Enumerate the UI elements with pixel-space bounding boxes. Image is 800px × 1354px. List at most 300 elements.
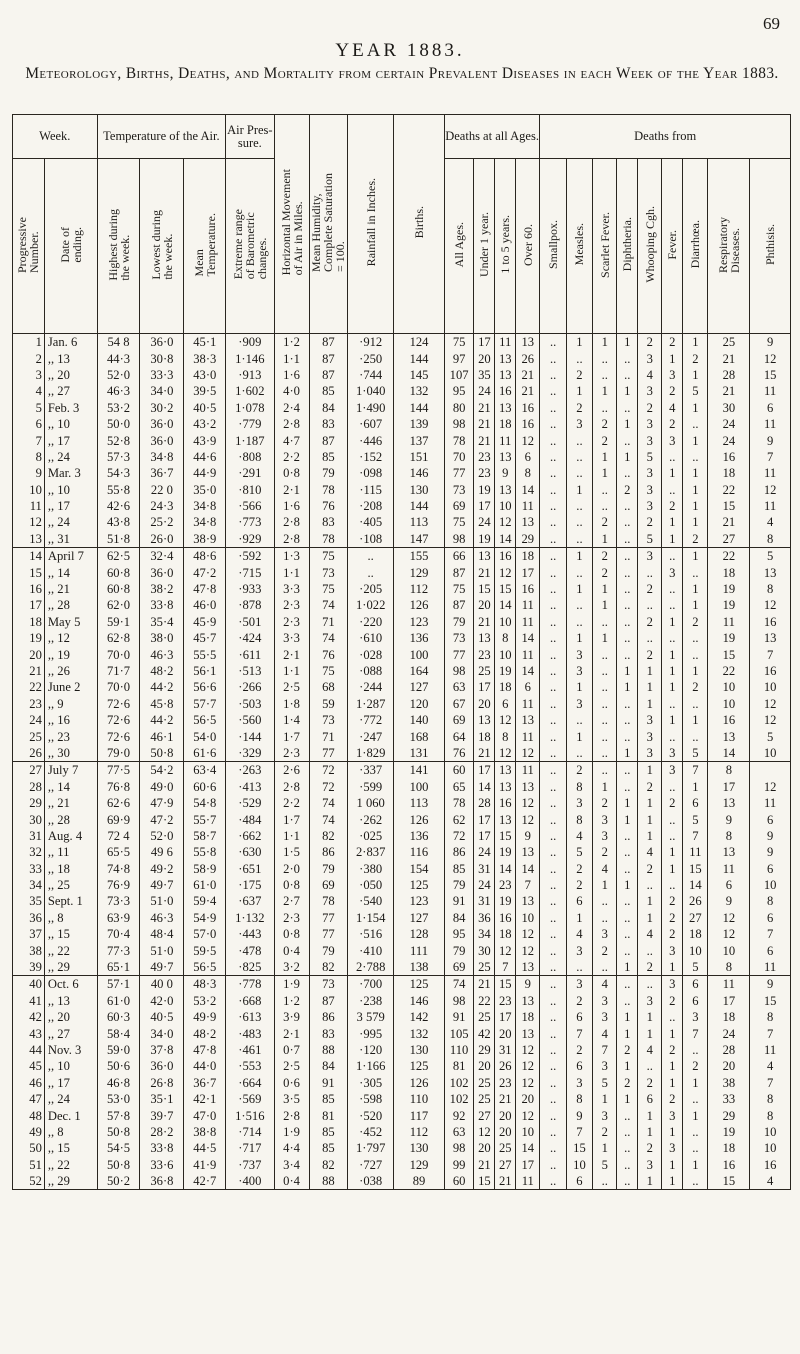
table-cell: 12 [708,926,750,942]
table-cell: 35·4 [140,614,184,630]
table-cell: 57·0 [184,926,226,942]
table-cell: 30 [13,811,45,827]
table-row [13,334,791,351]
table-cell: 47·2 [184,564,226,580]
table-cell: 7 [13,432,45,448]
table-cell: 48·4 [140,926,184,942]
table-cell: 27 [495,1157,516,1173]
table-cell: 1 [638,828,662,844]
table-cell: 49·7 [140,877,184,893]
table-cell: 40·5 [140,1009,184,1025]
table-cell: 4 [638,367,662,383]
table-cell: 42·1 [184,1091,226,1107]
table-cell: .. [617,597,638,613]
table-cell: 3·5 [274,1091,309,1107]
table-row [13,383,791,399]
table-cell: 17 [474,498,495,514]
table-cell: ,, 21 [44,795,97,811]
table-cell: ,, 11 [44,844,97,860]
table-cell: 35·1 [140,1091,184,1107]
table-cell: 2·4 [274,400,309,416]
table-cell: 1 [683,1107,708,1123]
table-cell: 5 [638,449,662,465]
table-cell: .. [617,844,638,860]
table-cell: ,, 17 [44,1075,97,1091]
table-cell: 10 [683,942,708,958]
table-cell: 40 0 [140,976,184,993]
table-cell: 33·6 [140,1157,184,1173]
table-cell: 12 [495,564,516,580]
table-cell: 18 [495,679,516,695]
table-cell: Aug. 4 [44,828,97,844]
table-cell: 76·8 [97,779,140,795]
table-cell: 137 [394,432,445,448]
table-cell: 56·5 [184,712,226,728]
table-cell: 129 [394,1157,445,1173]
table-cell: 130 [394,1042,445,1058]
table-cell: 4 [566,926,592,942]
table-cell: 14 [683,877,708,893]
table-cell: 145 [394,367,445,383]
table-cell: 16 [495,383,516,399]
table-cell: .. [540,465,566,481]
table-cell: 3 [566,696,592,712]
table-cell: 12 [474,1124,495,1140]
table-cell: 21 [474,400,495,416]
table-cell: 82 [309,1157,347,1173]
table-row [13,1058,791,1074]
table-cell: 2·8 [274,531,309,548]
table-cell: Oct. 6 [44,976,97,993]
table-cell: 5 [593,1075,617,1091]
table-cell: 31 [474,893,495,909]
table-cell: 2 [617,1075,638,1091]
table-cell: .. [683,564,708,580]
table-cell: 59·4 [184,893,226,909]
table-cell: 65·5 [97,844,140,860]
table-cell: 4 [593,1025,617,1041]
table-cell: 123 [394,614,445,630]
table-cell: 95 [444,383,474,399]
table-cell: 91 [309,1075,347,1091]
table-cell: 13 [516,514,540,530]
table-cell: June 2 [44,679,97,695]
table-cell: 56·1 [184,663,226,679]
table-cell: 3 [566,976,592,993]
table-cell: ,, 13 [44,350,97,366]
table-cell: 12 [516,432,540,448]
table-cell: 1 [638,1173,662,1190]
table-cell: 27 [474,1107,495,1123]
table-cell: 60·8 [97,564,140,580]
temperature-group-header: Temperature of the Air. [97,115,226,159]
table-cell: .. [662,581,683,597]
table-cell: 76·9 [97,877,140,893]
table-cell: 38 [708,1075,750,1091]
table-cell: 30 [474,942,495,958]
table-cell: 84 [309,1058,347,1074]
table-cell: 60·8 [97,581,140,597]
table-cell: ·717 [226,1140,274,1156]
table-cell: 86 [444,844,474,860]
col-header-11: Under 1 year. [474,159,495,334]
table-cell: 2 [662,498,683,514]
table-cell: 3 [638,993,662,1009]
table-cell: 1·8 [274,696,309,712]
table-cell: 1 [683,400,708,416]
table-cell: ·613 [226,1009,274,1025]
table-cell: 13 [516,712,540,728]
table-cell: 44·2 [140,712,184,728]
table-cell: 34 [13,877,45,893]
table-cell: 9 [708,893,750,909]
table-cell: 13 [495,482,516,498]
table-cell: 83 [309,1025,347,1041]
table-cell: ,, 23 [44,728,97,744]
table-cell: 3 [593,811,617,827]
table-cell: 12 [13,514,45,530]
table-cell: 12 [495,942,516,958]
table-cell: .. [617,1157,638,1173]
table-cell: .. [540,1058,566,1074]
table-cell: 20 [708,1058,750,1074]
table-cell: ·108 [348,531,394,548]
table-cell: 10 [516,910,540,926]
table-cell: ,, 10 [44,482,97,498]
table-cell: 52·0 [97,367,140,383]
table-row [13,498,791,514]
table-cell: .. [540,1107,566,1123]
table-cell: .. [593,482,617,498]
table-cell: 13 [708,844,750,860]
table-cell: 132 [394,1025,445,1041]
table-cell: 130 [394,482,445,498]
year-heading: YEAR 1883. [335,40,465,61]
table-cell: .. [617,1107,638,1123]
table-cell: 7 [683,1025,708,1041]
table-cell [750,762,791,779]
table-row [13,581,791,597]
table-cell: 12 [750,482,791,498]
table-cell: 78 [309,893,347,909]
table-cell: 10 [750,1140,791,1156]
table-cell: 87 [309,993,347,1009]
table-cell: 11 [683,844,708,860]
table-cell: 11 [516,646,540,662]
table-cell: .. [683,728,708,744]
table-cell: 72 [444,828,474,844]
air-pressure-group-header: Air Pres- sure. [226,115,274,159]
table-row [13,728,791,744]
table-cell: .. [617,646,638,662]
table-cell: 54·0 [184,728,226,744]
table-cell: 54·2 [140,762,184,779]
table-cell: 3·2 [274,959,309,976]
table-cell: 16 [495,910,516,926]
table-cell: 11 [516,696,540,712]
table-cell: 12 [516,942,540,958]
table-cell: 1 [662,861,683,877]
table-cell: 126 [394,1075,445,1091]
table-cell: 45·1 [184,334,226,351]
table-cell: 18 [495,416,516,432]
table-cell: .. [617,1173,638,1190]
table-cell: ,, 25 [44,877,97,893]
table-cell: 69 [444,959,474,976]
table-cell: 47·8 [184,581,226,597]
table-cell: 20 [495,1025,516,1041]
table-cell: 2·8 [274,514,309,530]
table-cell: 0·7 [274,1042,309,1058]
table-cell: Dec. 1 [44,1107,97,1123]
col-header-19: Fever. [662,159,683,334]
table-cell: 111 [394,942,445,958]
table-cell: 12 [516,1107,540,1123]
table-cell: 2 [566,367,592,383]
table-cell: 100 [394,779,445,795]
table-cell: ·115 [348,482,394,498]
table-cell: 49 [13,1124,45,1140]
table-cell: 22 [708,548,750,565]
table-cell: 50·6 [97,1058,140,1074]
table-cell: 1 [683,367,708,383]
table-cell: .. [540,861,566,877]
col-header-12: 1 to 5 years. [495,159,516,334]
table-cell: 2 [683,1058,708,1074]
table-cell: ·520 [348,1107,394,1123]
table-cell: .. [566,745,592,762]
table-cell: 1 [662,1025,683,1041]
table-cell: 12 [516,1075,540,1091]
table-cell: 65 [444,779,474,795]
table-cell: ,, 31 [44,531,97,548]
table-row [13,400,791,416]
table-cell: ·120 [348,1042,394,1058]
table-cell: .. [566,465,592,481]
table-cell: 79 [309,861,347,877]
table-cell: 51·8 [97,531,140,548]
table-cell: .. [593,712,617,728]
table-cell: 107 [444,367,474,383]
table-cell: 35 [474,367,495,383]
table-cell: 1 060 [348,795,394,811]
table-cell: 66 [444,548,474,565]
table-row [13,432,791,448]
table-cell: .. [593,614,617,630]
table-cell: 13 [708,728,750,744]
table-cell: 62·6 [97,795,140,811]
table-cell: 11 [750,1042,791,1058]
table-cell: 63·4 [184,762,226,779]
table-cell: 1·3 [274,548,309,565]
table-cell: 100 [394,646,445,662]
table-cell: 40·5 [184,400,226,416]
table-cell: 112 [394,1124,445,1140]
table-cell: 6 [566,893,592,909]
table-cell: 23 [474,646,495,662]
table-cell: 56·6 [184,679,226,695]
table-cell: 6 [516,679,540,695]
table-cell: 7 [750,1025,791,1041]
table-cell: 2 [638,646,662,662]
table-cell: 142 [394,1009,445,1025]
table-cell: .. [638,1058,662,1074]
table-cell: 45·8 [140,696,184,712]
table-cell: 24 [708,432,750,448]
table-cell: ·088 [348,663,394,679]
table-cell: ,, 8 [44,1124,97,1140]
table-cell: 3 [566,942,592,958]
table-cell: 78 [309,531,347,548]
table-cell: .. [617,548,638,565]
table-cell: 34·0 [140,383,184,399]
table-cell: 2 [593,795,617,811]
col-header-4: Mean Temperature. [184,159,226,334]
table-cell: .. [540,926,566,942]
table-cell: 59·5 [184,942,226,958]
table-cell: 87 [444,597,474,613]
table-cell: ,, 14 [44,779,97,795]
table-cell: .. [540,745,566,762]
table-cell: 1 [566,482,592,498]
table-cell: ·560 [226,712,274,728]
table-cell: 23 [495,877,516,893]
table-cell: ·050 [348,877,394,893]
table-row [13,646,791,662]
table-cell: 18 [708,564,750,580]
page-number: 69 [763,14,780,33]
table-cell: .. [662,548,683,565]
table-body [13,334,791,1190]
table-cell: ·247 [348,728,394,744]
table-cell: 2 [638,1075,662,1091]
table-cell: 3 [638,728,662,744]
table-cell: 14 [516,663,540,679]
table-row [13,926,791,942]
table-cell: 54·8 [184,795,226,811]
table-cell: 4 [13,383,45,399]
table-cell: 31 [474,861,495,877]
table-cell: 38·3 [184,350,226,366]
table-cell: 42 [474,1025,495,1041]
table-cell: 15 [566,1140,592,1156]
table-cell: 12 [495,712,516,728]
table-cell: .. [540,877,566,893]
table-cell: 13 [516,893,540,909]
table-cell: 11 [708,976,750,993]
table-cell: 13 [495,350,516,366]
table-cell: 15 [495,581,516,597]
table-cell: 13 [474,712,495,728]
table-cell: ·825 [226,959,274,976]
table-cell: .. [662,828,683,844]
table-cell: 44·6 [184,449,226,465]
table-cell: 24 [708,1025,750,1041]
table-cell: 2 [593,432,617,448]
table-row [13,449,791,465]
table-cell: 8 [750,1107,791,1123]
table-cell: ·380 [348,861,394,877]
table-cell: 11 [516,498,540,514]
table-cell: 22 [708,482,750,498]
table-cell: 17 [495,1009,516,1025]
table-cell: 21 [474,416,495,432]
table-cell: 3 [638,465,662,481]
table-cell: .. [662,728,683,744]
table-cell: 144 [394,400,445,416]
table-cell: 33·8 [140,1140,184,1156]
table-cell: 18 [516,1009,540,1025]
table-row [13,531,791,548]
table-cell: 74 [309,795,347,811]
table-cell: 77 [309,910,347,926]
table-cell: 49·9 [184,1009,226,1025]
table-cell: 15 [708,646,750,662]
table-cell: 13 [495,449,516,465]
table-cell: 15 [750,993,791,1009]
table-cell: 92 [444,1107,474,1123]
table-cell: 7 [683,828,708,844]
table-cell: 2 [638,334,662,351]
table-cell: .. [593,679,617,695]
table-cell: 0·4 [274,1173,309,1190]
table-cell: 10 [750,679,791,695]
table-cell: 91 [444,893,474,909]
table-cell: .. [540,1091,566,1107]
table-cell: 46·0 [184,597,226,613]
table-cell: 25 [474,959,495,976]
table-cell: 67 [444,696,474,712]
table-cell: 22 [708,663,750,679]
table-cell: 2 [593,514,617,530]
table-cell: 22 [13,679,45,695]
table-cell: 18 [683,926,708,942]
col-header-1: Date of ending. [44,159,97,334]
table-cell: 75 [309,663,347,679]
table-cell: 125 [394,1058,445,1074]
table-cell: 45 [13,1058,45,1074]
table-cell: 36·0 [140,416,184,432]
table-cell: .. [617,367,638,383]
table-cell: 62·8 [97,630,140,646]
table-cell: .. [683,449,708,465]
table-cell: 124 [394,334,445,351]
table-cell: 17 [708,779,750,795]
table-cell: 18 [495,926,516,942]
table-cell: 17 [13,597,45,613]
table-cell: 1 [662,712,683,728]
table-cell: 16 [516,581,540,597]
table-cell: .. [638,976,662,993]
table-cell: 89 [394,1173,445,1190]
table-cell: 4 [750,1173,791,1190]
table-cell: 58·7 [184,828,226,844]
table-cell: 1 [617,1025,638,1041]
table-cell: 86 [309,844,347,860]
table-cell: 26 [495,1058,516,1074]
table-cell: 1·1 [274,350,309,366]
col-header-9: Births. [394,115,445,334]
table-cell: 14 [708,745,750,762]
table-cell: 113 [394,514,445,530]
table-cell: 1 [683,514,708,530]
table-cell: ,, 27 [44,1025,97,1041]
table-cell: 8 [750,531,791,548]
table-cell: 61·6 [184,745,226,762]
table-cell: ·714 [226,1124,274,1140]
table-cell: .. [617,828,638,844]
table-cell: ,, 29 [44,959,97,976]
